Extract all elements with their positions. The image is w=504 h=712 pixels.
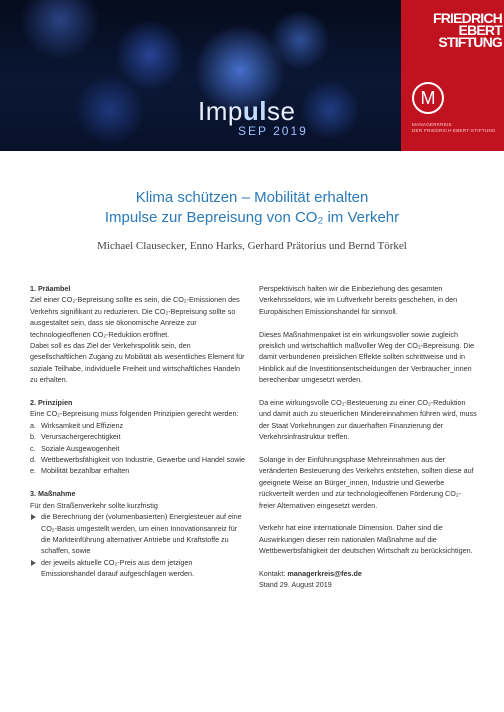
list-item: c. Soziale Ausgewogenheit <box>30 443 120 453</box>
paragraph: Verkehr hat eine internationale Dimension. Daher sind die Auswirkungen dieser rein nationalen Maßnahme auf die Wettbewerbsfähigkeit der deutschen Wirtschaft zu berücksichtigen. <box>259 523 473 556</box>
issue-date: SEP 2019 <box>238 124 308 138</box>
paragraph: Eine CO₂-Bepreisung muss folgenden Prinzipien gerecht werden: <box>30 409 239 419</box>
principles-list <box>30 420 248 477</box>
triangle-bullet-icon <box>31 560 36 566</box>
contact-email-link[interactable]: managerkreis@fes.de <box>287 569 362 579</box>
paragraph: Dabei soll es das Ziel der Verkehrspolitik sein, den gesellschaftlichen Zugang zu Mobilität als wesentliches Element für soziale Teilhabe, individuelle Freiheit und wirtschaftliches Handeln zu erhalten. <box>30 341 245 385</box>
authors: Michael Clausecker, Enno Harks, Gerhard Prätorius und Bernd Törkel <box>97 240 407 252</box>
section-heading-praeambel: 1. Präambel <box>30 284 71 293</box>
managerkreis-logo-text: MANAGERKREIS DER FRIEDRICH-EBERT-STIFTUNG <box>412 122 496 133</box>
date-stand: Stand 29. August 2019 <box>259 580 332 590</box>
impulse-brand: Impulse <box>198 96 296 126</box>
header-banner <box>0 0 504 151</box>
list-item: b. Verursachergerechtigkeit <box>30 432 121 442</box>
list-item: e. Mobilität bezahlbar erhalten <box>30 466 130 476</box>
paragraph: Perspektivisch halten wir die Einbeziehung des gesamten Verkehrssektors, wie im Luftverkehr bereits geschehen, in den Europäischen Emissionshandel für sinnvoll. <box>259 284 458 316</box>
right-column <box>259 283 477 591</box>
managerkreis-logo-icon: M <box>412 82 444 114</box>
list-item: die Berechnung der (volumenbasierten) Energiesteuer auf eine CO₂-Basis umgestellt werden, um einen Innovationsanreiz für die Markteinführung alternativer Antriebe und Kraftstoffe zu schaffen, sowie <box>30 511 248 557</box>
paragraph: Da eine wirkungsvolle CO₂-Besteuerung zu einer CO₂-Reduktion und damit auch zu steuerlichen Mindereinnahmen führen wird, muss der Staat Vorkehrungen zur dauerhaften Finanzierung der Verkehrsinfrastruktur treffen. <box>259 398 477 442</box>
measures-list <box>30 511 248 579</box>
list-item: der jeweils aktuelle CO₂-Preis aus dem jetzigen Emissionshandel darauf aufgeschlagen werden. <box>30 557 248 580</box>
list-item: d. Wettbewerbsfähigkeit von Industrie, Gewerbe und Handel sowie <box>30 455 246 465</box>
section-heading-prinzipien: 2. Prinzipien <box>30 398 73 408</box>
paragraph: Für den Straßenverkehr sollte kurzfristig <box>30 500 158 510</box>
paragraph: Dieses Maßnahmenpaket ist ein wirkungsvoller sowie zugleich preislich und wirtschaftlich maßvoller Weg der CO₂-Bepreisung. Die damit verbundenen preislichen Effekte sollten schrittweise und in Hinblick auf die Investitionsentscheidungen der Verbraucher_innen berechenbar umgesetzt werden. <box>259 329 475 385</box>
paragraph: Ziel einer CO₂-Bepreisung sollte es sein, die CO₂-Emissionen des Verkehrs signifikant zu reduzieren. Die CO₂-Bepreisung sollte so ausgestaltet sein, dass sie ökonomische Anreize zur technologieoffenen CO₂-Reduktion eröffnet. <box>30 295 240 339</box>
paragraph: Solange in der Einführungsphase Mehreinnahmen aus der veränderten Besteuerung des Verkehrs entstehen, sollten diese auf geeignete Weise an Bürger_innen, Industrie und Gewerbe rückverteilt werden und zur technologieoffenen Förderung CO₂-freier Alternativen eingesetzt werden. <box>259 455 474 510</box>
contact-line: Kontakt: managerkreis@fes.de <box>259 569 362 579</box>
page-title: Klima schützen – Mobilität erhalten Impulse zur Bepreisung von CO₂ im Verkehr <box>104 189 400 226</box>
left-column <box>30 283 248 580</box>
list-item: a. Wirksamkeit und Effizienz <box>30 420 124 430</box>
fes-logo: FRIEDRICH EBERT STIFTUNG <box>432 10 502 50</box>
section-heading-massnahme: 3. Maßnahme <box>30 489 76 499</box>
triangle-bullet-icon <box>31 514 36 520</box>
